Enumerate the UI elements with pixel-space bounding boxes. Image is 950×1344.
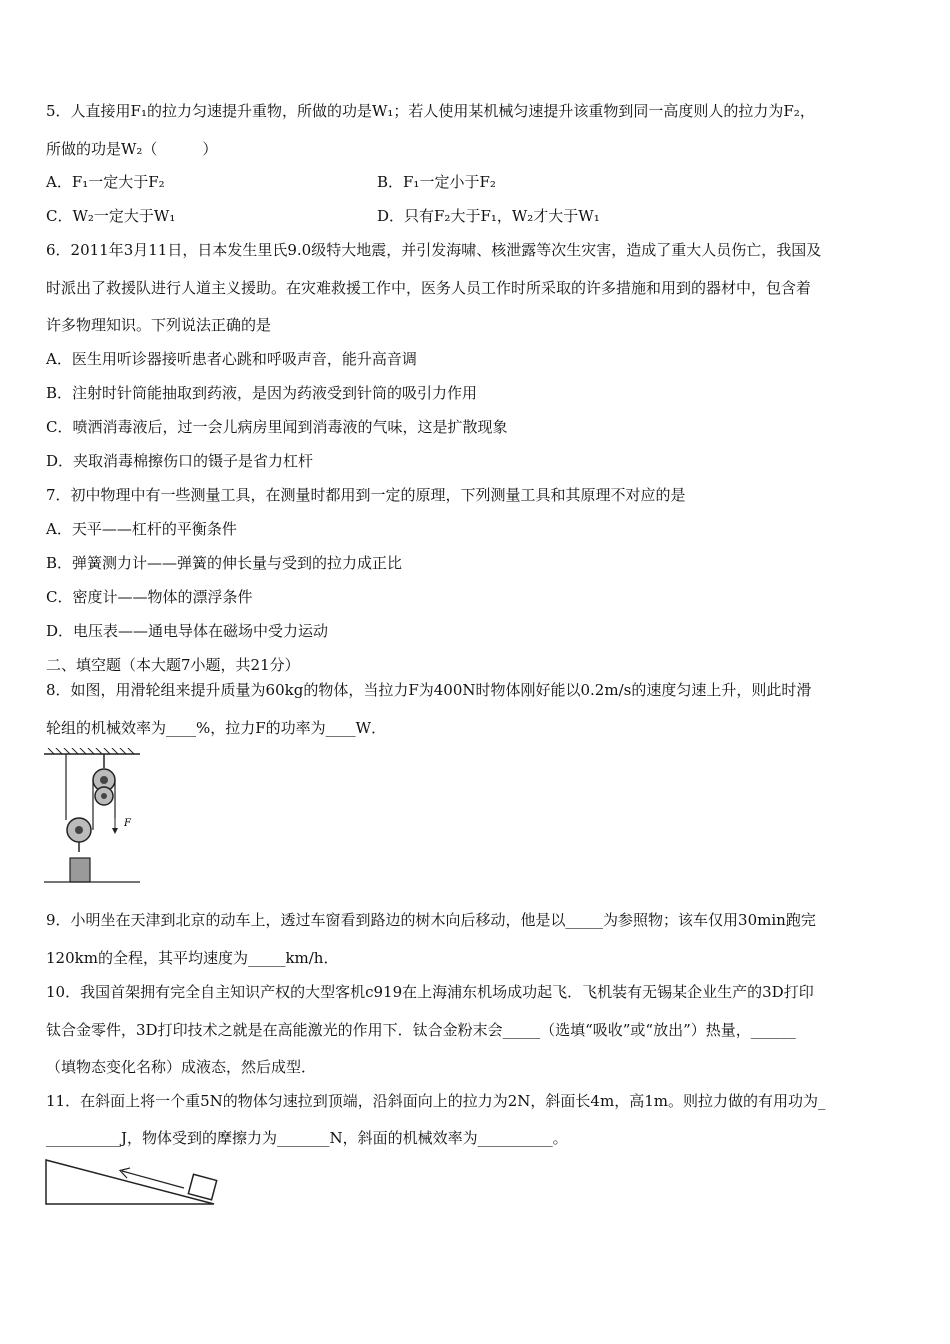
q5-option-c: C．W₂一定大于W₁: [46, 207, 176, 225]
q7-option-a: A．天平——杠杆的平衡条件: [46, 520, 237, 538]
q7-line1: 7．初中物理中有一些测量工具，在测量时都用到一定的原理，下列测量工具和其原理不对应的是: [46, 486, 686, 504]
q7-option-b: B．弹簧测力计——弹簧的伸长量与受到的拉力成正比: [46, 554, 403, 572]
q6-option-a: A．医生用听诊器接听患者心跳和呼吸声音，能升高音调: [46, 350, 417, 368]
q10-line2: 钛合金零件，3D打印技术之就是在高能激光的作用下．钛合金粉末会_____（选填“吸收”或“放出”）热量，______: [46, 1021, 796, 1039]
inclined-plane-figure: [44, 1158, 224, 1208]
q5-option-a: A．F₁一定大于F₂: [46, 173, 165, 191]
q5-option-d: D．只有F₂大于F₁，W₂才大于W₁: [377, 207, 600, 225]
q5-line1: 5．人直接用F₁的拉力匀速提升重物，所做的功是W₁；若人使用某机械匀速提升该重物到同一高度则人的拉力为F₂，: [46, 102, 815, 120]
q9-line1: 9．小明坐在天津到北京的动车上，透过车窗看到路边的树木向后移动，他是以_____为参照物；该车仅用30min跑完: [46, 911, 816, 929]
q7-option-d: D．电压表——通电导体在磁场中受力运动: [46, 622, 329, 640]
q11-line1: 11．在斜面上将一个重5N的物体匀速拉到顶端，沿斜面向上的拉力为2N，斜面长4m，高1m。则拉力做的有用功为_: [46, 1092, 826, 1110]
q5-line2: 所做的功是W₂（ ）: [46, 140, 218, 158]
q6-line3: 许多物理知识。下列说法正确的是: [46, 316, 272, 334]
section-title: 二、填空题（本大题7小题，共21分）: [46, 656, 300, 674]
q11-line2: __________J，物体受到的摩擦力为_______N，斜面的机械效率为__________。: [46, 1129, 568, 1147]
q6-line2: 时派出了救援队进行人道主义援助。在灾难救援工作中，医务人员工作时所采取的许多措施和用到的器材中，包含着: [46, 279, 812, 297]
q9-line2: 120km的全程，其平均速度为_____km/h．: [46, 949, 339, 967]
force-label: F: [124, 818, 131, 829]
q8-line2: 轮组的机械效率为____%，拉力F的功率为____W．: [46, 719, 387, 737]
q10-line3: （填物态变化名称）成液态，然后成型．: [46, 1058, 317, 1076]
q7-option-c: C．密度计——物体的漂浮条件: [46, 588, 253, 606]
q5-option-b: B．F₁一定小于F₂: [377, 173, 496, 191]
q6-option-c: C．喷洒消毒液后，过一会儿病房里闻到消毒液的气味，这是扩散现象: [46, 418, 508, 436]
pulley-system-figure: [44, 748, 144, 888]
q6-option-d: D．夹取消毒棉擦伤口的镊子是省力杠杆: [46, 452, 314, 470]
q6-option-b: B．注射时针筒能抽取到药液，是因为药液受到针筒的吸引力作用: [46, 384, 478, 402]
q8-line1: 8．如图，用滑轮组来提升质量为60kg的物体，当拉力F为400N时物体刚好能以0.2m/s的速度匀速上升，则此时滑: [46, 681, 812, 699]
q6-line1: 6．2011年3月11日，日本发生里氏9.0级特大地震，并引发海啸、核泄露等次生灾害，造成了重大人员伤亡，我国及: [46, 241, 822, 259]
q10-line1: 10．我国首架拥有完全自主知识产权的大型客机c919在上海浦东机场成功起飞．飞机装有无锡某企业生产的3D打印: [46, 983, 814, 1001]
